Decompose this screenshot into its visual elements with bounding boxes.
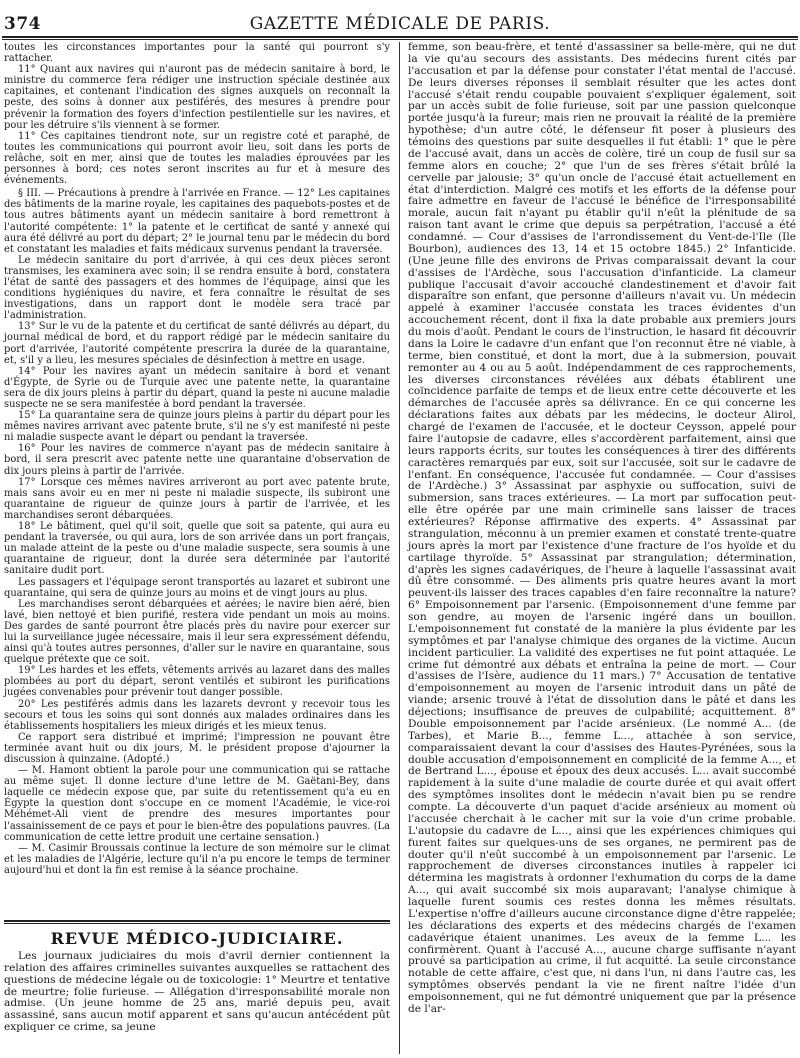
revue-section (4, 929, 390, 1034)
paragraph: 15° La quarantaine sera de quinze jours pleins à partir du départ pour les mêmes navires arrivant avec patente brute, s'il ne s'y est manifesté ni peste ni maladie suspecte avant le départ ou pendant la traversée. (4, 410, 390, 444)
page-header (0, 0, 800, 40)
section-divider (4, 920, 390, 922)
paragraph: Le médecin sanitaire du port d'arrivée, à qui ces deux pièces seront transmises, les examinera avec soin; il se rendra ensuite à bord, constatera l'état de santé des passagers et des hommes de l'équipage, ainsi que les conditions hygiéniques du navire, et fera connaître le résultat de ses investigations, dans un rapport dont le modèle sera tracé par l'administration. (4, 254, 390, 322)
section-divider-thin (4, 923, 390, 924)
paragraph: Ce rapport sera distribué et imprimé; l'impression ne pouvant être terminée avant huit ou dix jours, M. le président propose d'ajourner la discussion à quinzaine. (Adopté.) (4, 731, 390, 765)
paragraph: — M. Hamont obtient la parole pour une communication qui se rattache au même sujet. Il donne lecture d'une lettre de M. Gaëtani-Bey, dans laquelle ce médecin expose que, par suite du retentissement qu'a eu en Égypte la question dont s'occupe en ce moment l'Académie, le vice-roi Méhémet-Ali vient de prendre des mesures importantes pour l'assainissement de ce pays et pour le bien-être des populations pauvres. (La communication de cette lettre produit une certaine sensation.) (4, 765, 390, 843)
paragraph: Les marchandises seront débarquées et aérées; le navire bien aéré, bien lavé, bien nettoyé et bien purifié, restera vide pendant un mois au moins. Des gardes de santé pourront être placés près du navire pour exercer sur lui la surveillance jugée nécessaire, mais il leur sera expressément défendu, ainsi qu'à toutes autres personnes, d'aller sur le navire en quarantaine, sous quelque prétexte que ce soit. (4, 598, 390, 666)
paragraph: 13° Sur le vu de la patente et du certificat de santé délivrés au départ, du journal médical de bord, et du rapport rédigé par le médecin sanitaire du port d'arrivée, l'autorité compétente prescrira la durée de la quarantaine, et, s'il y a lieu, les mesures spéciales de désinfection à mettre en usage. (4, 321, 390, 366)
paragraph: — M. Casimir Broussais continue la lecture de son mémoire sur le climat et les maladies de l'Algérie, lecture qu'il n'a pu encore le temps de terminer aujourd'hui et dont la fin est remise à la séance prochaine. (4, 842, 390, 876)
paragraph: toutes les circonstances importantes pour la santé qui pourront s'y rattacher. (4, 42, 390, 65)
paragraph: 20° Les pestiférés admis dans les lazarets devront y recevoir tous les secours et tous les soins qui sont donnés aux malades ordinaires dans les établissements hospitaliers les mieux dirigés et les mieux tenus. (4, 698, 390, 732)
column-rule (399, 42, 400, 1054)
left-column (4, 42, 390, 876)
paragraph: 19° Les hardes et les effets, vêtements arrivés au lazaret dans des malles plombées au port du départ, seront ventilés et subiront les purifications jugées convenables pour prévenir tout danger possible. (4, 665, 390, 699)
header-rule-thin (2, 39, 798, 40)
journal-title: GAZETTE MÉDICALE DE PARIS. (249, 14, 551, 34)
paragraph: femme, son beau-frère, et tenté d'assassiner sa belle-mère, qui ne dut la vie qu'au secours des assistants. Des médecins furent cités par l'accusation et par la défense pour constater l'état mental de l'accusé. De leurs diverses réponses il semblait résulter que les actes dont l'accusé s'était rendu coupable pouvaient s'expliquer également, soit par un accès subit de folie furieuse, soit par une passion quelconque portée jusqu'à la fureur; mais rien ne prouvait la réalité de la première hypothèse; d'un autre côté, le défenseur fit poser à plusieurs des témoins des questions par suite desquelles il fut établi: 1° que le père de l'accusé avait, dans un accès de colère, tiré un coup de fusil sur sa femme alors en couche; 2° que l'un de ses frères s'était brûlé la cervelle par jalousie; 3° qu'un oncle de l'accusé était actuellement en état d'interdiction. Malgré ces motifs et les efforts de la défense pour faire admettre en faveur de l'accusé le bénéfice de l'irresponsabilité morale, aucun fait n'ayant pu établir qu'il n'eût la plénitude de sa raison tant avant le crime que depuis sa perpétration, l'accusé a été condamné. — Cour d'assises de l'arrondissement du Vent-de-l'Ile (Ile Bourbon), audiences des 13, 14 et 15 octobre 1845.) 2° Infanticide. (Une jeune fille des environs de Privas comparaissait devant la cour d'assises de l'Ardèche, sous l'accusation d'infanticide. La clameur publique l'accusait d'avoir accouché clandestinement et d'avoir fait disparaître son enfant, que personne d'ailleurs n'avait vu. Un médecin appelé à examiner l'accusée constata les traces évidentes d'un accouchement récent, dont il fixa la date probable aux premiers jours du mois d'août. Pendant le cours de l'instruction, le hasard fit découvrir dans la Loire le cadavre d'un enfant que l'on reconnut être né viable, à terme, bien constitué, et dont la mort, due à la submersion, pouvait remonter au 4 ou au 5 août. Indépendamment de ces rapprochements, les diverses circonstances révélées aux débats établirent une coïncidence parfaite de temps et de lieux entre cette découverte et les démarches de l'accusée après sa délivrance. En ce qui concerne les déclarations faites aux débats par les médecins, le docteur Alirol, chargé de l'examen de l'accusée, et le docteur Ceysson, appelé pour faire l'autopsie de cadavre, elles s'accordèrent parfaitement, ainsi que leurs rapports écrits, sur toutes les conséquences à tirer des différents caractères remarqués par eux, soit sur l'accusée, soit sur le cadavre de l'enfant. En conséquence, l'accusée fut condamnée. — Cour d'assises de l'Ardèche.) 3° Assassinat par asphyxie ou suffocation, suivi de submersion, sans traces extérieures. — La mort par suffocation peut-elle être opérée par une main criminelle sans laisser de traces extérieures? Réponse affirmative des experts. 4° Assassinat par strangulation, méconnu à un premier examen et constaté trente-quatre jours après la mort par l'existence d'une fracture de l'os hyoïde et du cartilage thyroïde. 5° Assassinat par strangulation; détermination, d'après les signes cadavériques, de l'heure à laquelle l'assassinat avait dû être consommé. — Des aliments pris quatre heures avant la mort peuvent-ils laisser des traces capables d'en faire reconnaître la nature? 6° Empoisonnement par l'arsenic. (Empoisonnement d'une femme par son gendre, au moyen de l'arsenic ingéré dans un bouillon. L'empoisonnement fut constaté de la manière la plus évidente par les symptômes et par l'analyse chimique des organes de la victime. Aucun incident particulier. La validité des expertises ne fut point attaquée. Le crime fut démontré aux débats et entraîna la peine de mort. — Cour d'assises de l'Isère, audience du 11 mars.) 7° Accusation de tentative d'empoisonnement au moyen de l'arsenic introduit dans un pâté de viande; arsenic trouvé à l'état de dissolution dans le pâté et dans les déjections; insuffisance de preuves de culpabilité; acquittement. 8° Double empoisonnement par l'acide arsénieux. (Le nommé A... (de Tarbes), et Marie B..., femme L..., attachée à son service, comparaissaient devant la cour d'assises des Hautes-Pyrénées, sous la double accusation d'empoisonnement en complicité de la femme A..., et de Bertrand L..., épouse et époux des deux accusés. L... avait succombé rapidement à la suite d'une maladie de courte durée et qui avait offert des symptômes insolites dont le médecin n'avait bien pu se rendre compte. La découverte d'un paquet d'acide arsénieux au moment où l'accusée cherchait à le cacher mit sur la voie d'un crime probable. L'autopsie du cadavre de L..., ainsi que les expériences chimiques qui furent faites sur quelques-uns de ses organes, ne permirent pas de douter qu'il n'eût succombé à un empoisonnement par l'arsenic. Le rapprochement de diverses circonstances inutiles à rappeler ici détermina les magistrats à ordonner l'exhumation du corps de la dame A..., qui avait succombé six mois auparavant; l'analyse chimique à laquelle furent soumis ces restes donna les mêmes résultats. L'expertise n'offre d'ailleurs aucune circonstance digne d'être rappelée; les déclarations des experts et des médecins chargés de l'examen cadavérique étaient unanimes. Les aveux de la femme L... les confirmèrent. Quant à l'accusé A..., aucune charge suffisante n'ayant prouvé sa participation au crime, il fut acquitté. La seule circonstance notable de cette affaire, c'est que, ni dans l'un, ni dans l'autre cas, les symptômes observés pendant la vie ne firent naître l'idée d'un empoisonnement, qui ne fut démontré uniquement que par la présence de l'ar- (408, 41, 796, 1015)
paragraph: 18° Le bâtiment, quel qu'il soit, quelle que soit sa patente, qui aura eu pendant la traversée, ou qui aura, lors de son arrivée dans un port français, un malade atteint de la peste ou d'une maladie suspecte, sera soumis à une quarantaine de rigueur, dont la durée sera déterminée par l'autorité sanitaire dudit port. (4, 521, 390, 577)
paragraph: 16° Pour les navires de commerce n'ayant pas de médecin sanitaire à bord, il sera prescrit avec patente nette une quarantaine d'observation de dix jours pleins à partir de l'arrivée. (4, 443, 390, 477)
right-column (408, 42, 796, 1016)
paragraph: Les passagers et l'équipage seront transportés au lazaret et subiront une quarantaine, qui sera de quinze jours au moins et de vingt jours au plus. (4, 576, 390, 599)
paragraph: 14° Pour les navires ayant un médecin sanitaire à bord et venant d'Égypte, de Syrie ou de Turquie avec une patente nette, la quarantaine sera de dix jours pleins à partir du départ, quand la peste ni aucune maladie suspecte ne se sera manifestée à bord pendant la traversée. (4, 365, 390, 410)
section-title: REVUE MÉDICO-JUDICIAIRE. (50, 929, 344, 948)
paragraph: 11° Quant aux navires qui n'auront pas de médecin sanitaire à bord, le ministre du commerce fera rédiger une instruction spéciale destinée aux capitaines, et contenant l'indication des signes auxquels on reconnaît la peste, des soins à donner aux pestiférés, des mesures à prendre pour prévenir la formation des foyers d'infection pestilentielle sur les navires, et pour les détruire s'ils viennent à se former. (4, 64, 390, 131)
paragraph: § III. — Précautions à prendre à l'arrivée en France. — 12° Les capitaines des bâtiments de la marine royale, les capitaines des paquebots-postes et de tous autres bâtiments ayant un médecin sanitaire à bord remettront à l'autorité compétente: 1° la patente et le certificat de santé y annexé qui aura été délivré au port du départ; 2° le journal tenu par le médecin du bord et constatant les maladies et faits médicaux survenus pendant la traversée. (4, 188, 390, 255)
header-rule (2, 36, 798, 38)
paragraph: Les journaux judiciaires du mois d'avril dernier contiennent la relation des affaires criminelles suivantes auxquelles se rattachent des questions de médecine légale ou de toxicologie: 1° Meurtre et tentative de meurtre; folie furieuse. — Allégation d'irresponsabilité morale non admise. (Un jeune homme de 25 ans, marié depuis peu, avait assassiné, sans aucun motif apparent et sans qu'aucun antécédent pût expliquer ce crime, sa jeune (4, 949, 390, 1034)
paragraph: 17° Lorsque ces mêmes navires arriveront au port avec patente brute, mais sans avoir eu en mer ni peste ni maladie suspecte, ils subiront une quarantaine de rigueur de quinze jours à partir de l'arrivée, et les marchandises seront débarquées. (4, 476, 390, 521)
paragraph: 11° Ces capitaines tiendront note, sur un registre coté et paraphé, de toutes les communications qui pourront avoir lieu, soit dans les ports de relâche, soit en mer, ainsi que de toutes les maladies éprouvées par les personnes à bord; ces notes seront inscrites au fur et à mesure des événements. (4, 130, 390, 187)
page-number: 374 (4, 14, 41, 34)
